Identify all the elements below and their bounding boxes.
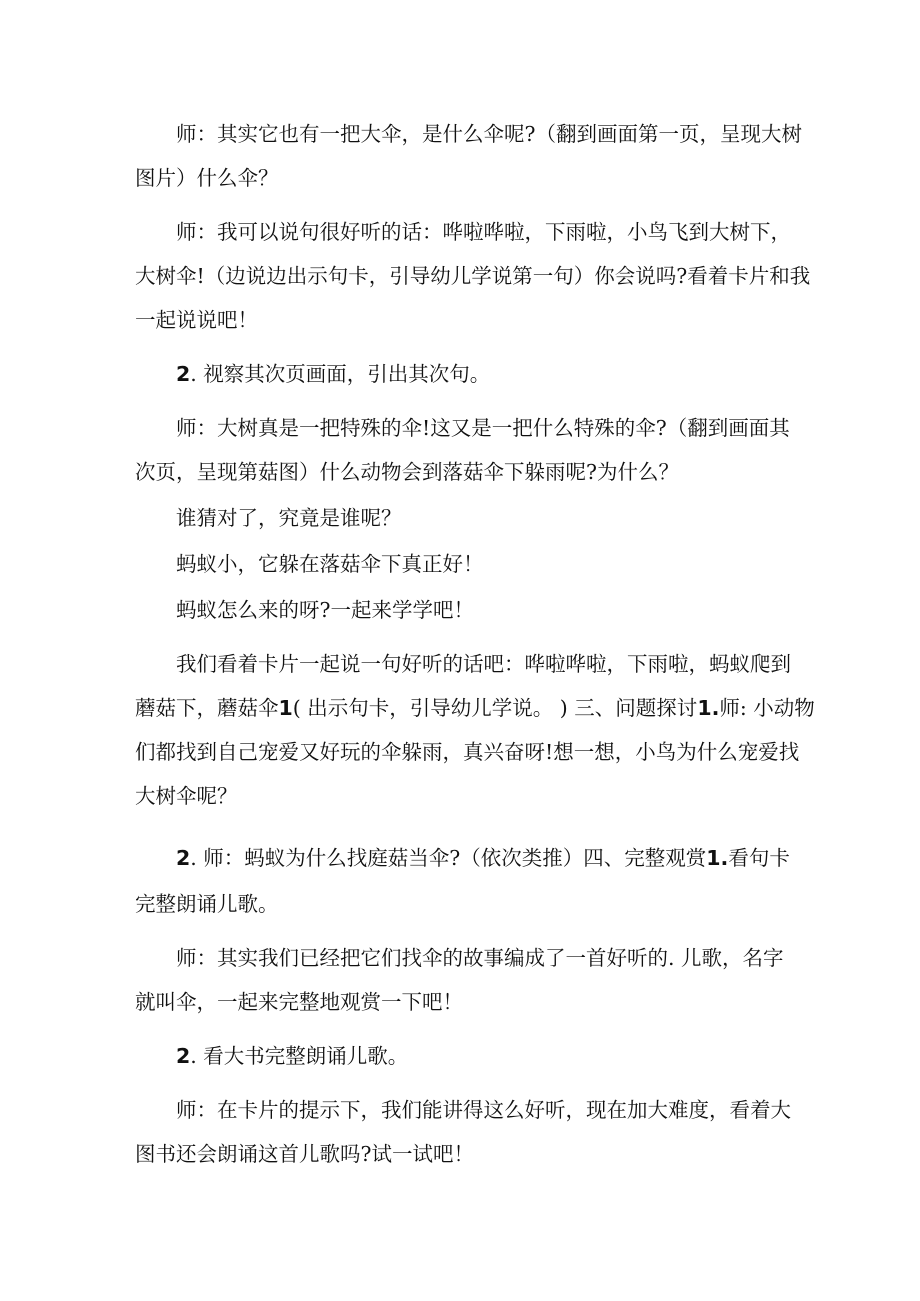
paragraph-2: [135, 210, 811, 342]
paragraph-11: [135, 1034, 795, 1078]
text-line: 师：我可以说句很好听的话：哗啦哗啦，下雨啦，小鸟飞到大树下，: [176, 220, 791, 244]
text-line: 大树伞!（边说边出示句卡，引导幼儿学说第一句）你会说吗?看着卡片和我: [135, 264, 811, 288]
text-span: 蘑菇下，蘑菇伞: [135, 696, 279, 720]
paragraph-7: 蚂蚁怎么来的呀?一起来学学吧！: [176, 598, 474, 622]
text-span: . 看大书完整朗诵儿歌。: [190, 1044, 409, 1068]
text-span: 看句卡: [728, 846, 790, 870]
paragraph-9: [135, 836, 795, 880]
paragraph-5: 谁猜对了，究竟是谁呢？: [176, 506, 402, 530]
text-line: 们都找到自己宠爱又好玩的伞躲雨，真兴奋呀!想一想，小鸟为什么宠爱找: [135, 740, 800, 764]
paragraph-8-cont: [135, 686, 815, 730]
paragraph-4: [135, 406, 795, 494]
paragraph-10: [135, 936, 795, 1024]
text-line: 完整朗诵儿歌。: [135, 892, 279, 916]
list-number: 1: [278, 696, 293, 720]
text-line: 大树伞呢？: [135, 784, 238, 808]
text-line: 师：其实它也有一把大伞，是什么伞呢?（翻到画面第一页，呈现大树: [176, 122, 802, 146]
text-span: . 视察其次页画面，引出其次句。: [190, 362, 491, 386]
list-number: 2: [176, 1044, 191, 1068]
paragraph-3: [135, 352, 795, 396]
text-line: 师：在卡片的提示下，我们能讲得这么好听，现在加大难度，看着大: [176, 1098, 791, 1122]
text-line: 就叫伞，一起来完整地观赏一下吧！: [135, 990, 463, 1014]
text-span: . 师：蚂蚁为什么找庭菇当伞?（依次类推）四、完整观赏: [190, 846, 707, 870]
paragraph-8: 我们看着卡片一起说一句好听的话吧：哗啦哗啦，下雨啦，蚂蚁爬到: [176, 652, 791, 676]
paragraph-12: [135, 1088, 795, 1176]
paragraph-6: 蚂蚁小，它躲在落菇伞下真正好！: [176, 552, 484, 576]
text-line: 师：其实我们已经把它们找伞的故事编成了一首好听的. 儿歌，名字: [176, 946, 784, 970]
text-line: 图片）什么伞？: [135, 166, 279, 190]
list-number: 1.: [697, 696, 720, 720]
text-line: 一起说说吧！: [135, 308, 258, 332]
text-line: 师：大树真是一把特殊的伞!这又是一把什么特殊的伞?（翻到画面其: [176, 416, 790, 440]
list-number: 2: [176, 846, 191, 870]
list-number: 2: [176, 362, 191, 386]
text-line: 次页，呈现第菇图）什么动物会到落菇伞下躲雨呢?为什么？: [135, 460, 679, 484]
list-number: 1.: [706, 846, 729, 870]
paragraph-1: [135, 112, 802, 200]
text-line: 图书还会朗诵这首儿歌吗?试一试吧！: [135, 1142, 474, 1166]
text-span: ( 出示句卡，引导幼儿学说。 ) 三、问题探讨: [292, 696, 698, 720]
text-span: 师: 小动物: [719, 696, 815, 720]
document-body: [135, 112, 815, 1176]
